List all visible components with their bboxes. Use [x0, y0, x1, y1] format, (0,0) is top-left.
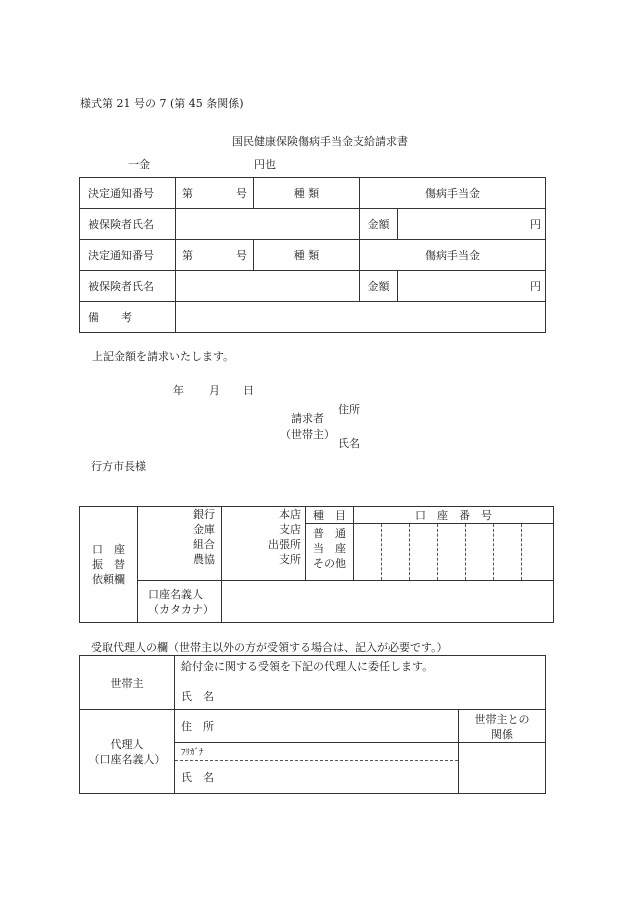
branch-type: 支所 — [279, 553, 301, 566]
agent-label-line: （口座名義人） — [88, 752, 166, 766]
head-name-label: 氏 名 — [181, 690, 214, 703]
request-statement: 上記金額を請求いたします。 — [92, 350, 235, 363]
institution-type: 組合 — [193, 538, 215, 551]
notice-row-3 — [80, 240, 546, 271]
account-digit[interactable] — [494, 524, 522, 581]
type-value: 傷病手当金 — [360, 240, 546, 271]
holder-label-line: 口座名義人 — [148, 587, 203, 601]
date-year: 年 — [173, 384, 184, 397]
amount-field[interactable] — [398, 209, 546, 240]
form-title: 国民健康保険傷病手当金支給請求書 — [232, 135, 408, 148]
notice-table — [79, 177, 546, 333]
kind-option[interactable]: その他 — [313, 557, 346, 570]
insured-name-label: 被保険者氏名 — [80, 271, 176, 302]
claimant-label: 請求者 — [291, 412, 324, 425]
go-label: 号 — [236, 187, 247, 200]
notice-number-cell[interactable] — [176, 240, 254, 271]
amount-field[interactable] — [398, 271, 546, 302]
delegation-cell[interactable] — [175, 656, 546, 710]
dai-label: 第 — [182, 187, 193, 200]
institution-type: 金庫 — [193, 523, 215, 536]
holder-label-line: （カタカナ） — [148, 602, 214, 616]
branch-type: 本店 — [279, 508, 301, 521]
remarks-row — [80, 302, 546, 333]
account-transfer-label — [80, 507, 138, 623]
date-month: 月 — [209, 384, 220, 397]
institution-type: 銀行 — [193, 508, 215, 521]
remarks-field[interactable] — [176, 302, 546, 333]
amount-label: 金額 — [360, 209, 398, 240]
account-digit[interactable] — [354, 524, 382, 581]
delegation-text: 給付金に関する受領を下記の代理人に委任します。 — [181, 660, 434, 673]
holder-label — [138, 581, 222, 623]
notice-row-1 — [80, 178, 546, 209]
relation-label-line: 世帯主との — [474, 713, 530, 726]
kind-option[interactable]: 普 通 — [313, 527, 346, 540]
account-digit[interactable] — [382, 524, 410, 581]
agent-name-label: 氏 名 — [181, 771, 214, 784]
relation-field[interactable] — [459, 743, 546, 794]
furigana-label: ﾌﾘｶﾞﾅ — [181, 748, 204, 758]
insured-name-field[interactable] — [176, 209, 360, 240]
holder-row — [80, 581, 554, 623]
bank-header-row — [80, 507, 554, 524]
side-label-line: 口 座 — [92, 543, 125, 556]
notice-number-label: 決定通知番号 — [80, 178, 176, 209]
agent-intro: 受取代理人の欄（世帯主以外の方が受領する場合は、記入が必要です。） — [91, 641, 448, 654]
side-label-line: 振 替 — [92, 558, 125, 571]
type-value: 傷病手当金 — [360, 178, 546, 209]
type-label: 種 類 — [254, 240, 360, 271]
branch-type: 支店 — [279, 523, 301, 536]
bank-table — [79, 506, 554, 623]
agent-address-row — [80, 710, 546, 743]
yen-label: 円 — [530, 280, 541, 293]
agent-address-field[interactable] — [175, 710, 459, 743]
remarks-label: 備 考 — [80, 302, 176, 333]
account-digit[interactable] — [438, 524, 466, 581]
amount-suffix: 円也 — [254, 158, 276, 171]
kind-option[interactable]: 当 座 — [313, 542, 346, 555]
household-head-label: 世帯主 — [80, 656, 175, 710]
relation-label — [459, 710, 546, 743]
furigana-field[interactable] — [175, 743, 459, 761]
branch-cell[interactable] — [222, 507, 306, 581]
account-digit[interactable] — [410, 524, 438, 581]
kind-options[interactable] — [306, 524, 354, 581]
agent-table — [79, 655, 546, 794]
agent-label-line: 代理人 — [110, 737, 144, 751]
institution-type: 農協 — [193, 553, 215, 566]
institution-cell[interactable] — [138, 507, 222, 581]
notice-row-4 — [80, 271, 546, 302]
address-label: 住所 — [338, 403, 360, 416]
amount-label: 金額 — [360, 271, 398, 302]
insured-name-label: 被保険者氏名 — [80, 209, 176, 240]
amount-prefix: 一金 — [128, 158, 150, 171]
notice-number-label: 決定通知番号 — [80, 240, 176, 271]
notice-row-2 — [80, 209, 546, 240]
date-day: 日 — [243, 384, 254, 397]
account-number-header: 口 座 番 号 — [354, 507, 554, 524]
holder-field[interactable] — [222, 581, 554, 623]
agent-name-field[interactable] — [175, 761, 459, 794]
relation-label-line: 関係 — [491, 728, 513, 741]
side-label-line: 依頼欄 — [92, 573, 125, 586]
account-digit[interactable] — [466, 524, 494, 581]
type-label: 種 類 — [254, 178, 360, 209]
addressee: 行方市長様 — [91, 460, 146, 473]
household-head-label: （世帯主） — [280, 428, 335, 441]
agent-address-label: 住 所 — [181, 720, 214, 733]
branch-type: 出張所 — [268, 538, 301, 551]
agent-label — [80, 710, 175, 794]
go-label: 号 — [236, 249, 247, 262]
name-label: 氏名 — [338, 437, 360, 450]
kind-header: 種 目 — [306, 507, 354, 524]
household-head-row — [80, 656, 546, 710]
yen-label: 円 — [530, 218, 541, 231]
form-number: 様式第 21 号の 7 (第 45 条関係) — [80, 97, 244, 110]
notice-number-cell[interactable] — [176, 178, 254, 209]
account-digit[interactable] — [522, 524, 554, 581]
dai-label: 第 — [182, 249, 193, 262]
insured-name-field[interactable] — [176, 271, 360, 302]
